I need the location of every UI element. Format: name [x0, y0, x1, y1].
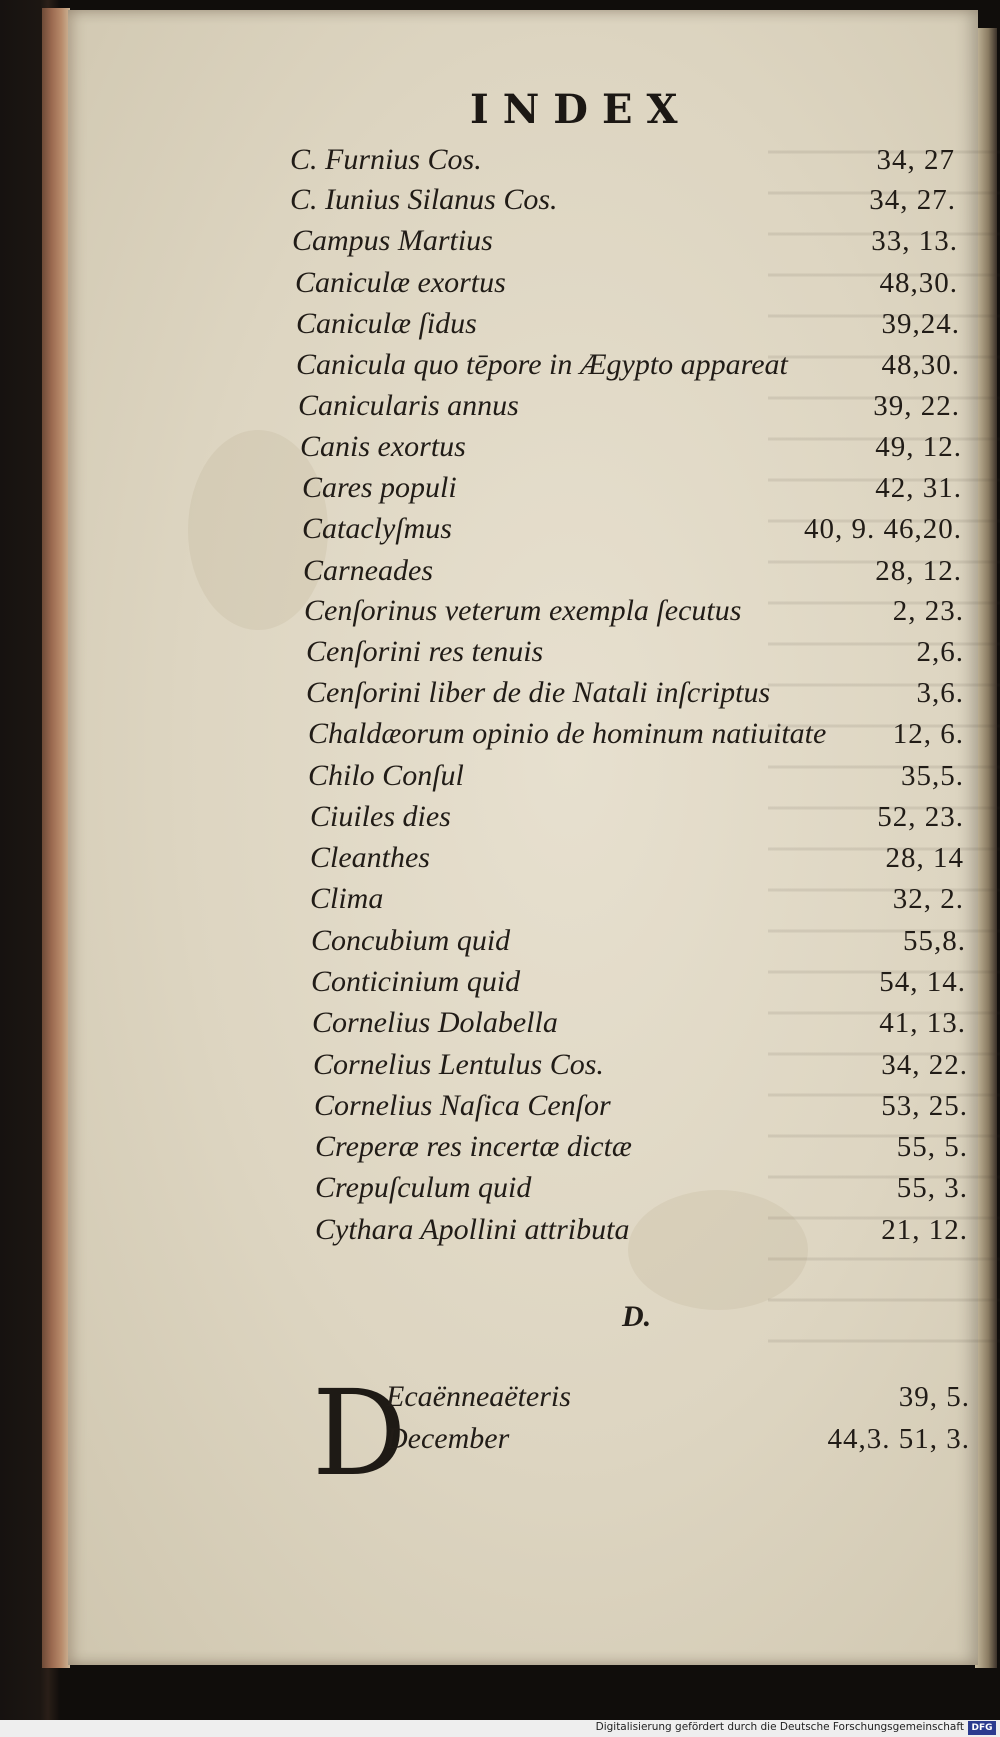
- index-entry: [0, 1378, 1000, 1418]
- index-reference: 35,5.: [901, 760, 964, 792]
- index-reference: 32, 2.: [892, 883, 964, 915]
- index-term: Cornelius Dolabella: [312, 1006, 558, 1039]
- index-reference: 40, 9. 46,20.: [804, 513, 962, 545]
- index-entry: [0, 469, 1000, 509]
- index-reference: 34, 22.: [881, 1049, 968, 1081]
- index-term: Cares populi: [302, 471, 457, 504]
- index-reference: 48,30.: [879, 267, 958, 299]
- index-term: C. Furnius Cos.: [290, 143, 482, 176]
- index-term: December: [386, 1422, 510, 1455]
- index-term: Chaldæorum opinio de hominum natiuitate: [308, 717, 827, 750]
- index-term: Cornelius Lentulus Cos.: [313, 1048, 604, 1081]
- index-term: Crepuſculum quid: [315, 1171, 532, 1204]
- index-reference: 28, 12.: [875, 555, 962, 587]
- index-reference: 2, 23.: [892, 595, 964, 627]
- index-entry: [0, 963, 1000, 1003]
- index-entry: [0, 141, 1000, 181]
- index-reference: 21, 12.: [881, 1214, 968, 1246]
- index-reference: 39, 5.: [898, 1381, 970, 1413]
- index-reference: 28, 14: [885, 842, 964, 874]
- index-term: Concubium quid: [311, 924, 511, 957]
- index-entry: [0, 264, 1000, 304]
- index-term: Clima: [310, 882, 384, 915]
- index-term: Cenſorinus veterum exempla ſecutus: [304, 594, 742, 627]
- index-term: Canicula quo tēpore in Ægypto appareat: [296, 348, 788, 381]
- index-reference: 41, 13.: [879, 1007, 966, 1039]
- index-reference: 52, 23.: [877, 801, 964, 833]
- index-reference: 53, 25.: [881, 1090, 968, 1122]
- index-entry: [0, 633, 1000, 673]
- index-entry: [0, 1420, 1000, 1460]
- index-term: Carneades: [303, 554, 433, 587]
- index-entry: [0, 757, 1000, 797]
- index-term: Cenſorini liber de die Natali inſcriptus: [306, 676, 771, 709]
- index-reference: 2,6.: [916, 636, 964, 668]
- index-entry: [0, 552, 1000, 592]
- index-entry: [0, 1087, 1000, 1127]
- index-term: Conticinium quid: [311, 965, 521, 998]
- index-entry: [0, 1169, 1000, 1209]
- index-entry: [0, 1211, 1000, 1251]
- index-reference: 49, 12.: [875, 431, 962, 463]
- index-reference: 48,30.: [881, 349, 960, 381]
- index-entry: [0, 387, 1000, 427]
- index-reference: 34, 27.: [869, 184, 956, 216]
- index-entry: [0, 592, 1000, 632]
- index-entry: [0, 798, 1000, 838]
- index-reference: 54, 14.: [879, 966, 966, 998]
- index-term: Canis exortus: [300, 430, 466, 463]
- index-entry: [0, 880, 1000, 920]
- index-reference: 55, 5.: [896, 1131, 968, 1163]
- index-term: Cleanthes: [310, 841, 430, 874]
- index-entry: [0, 1128, 1000, 1168]
- index-term: Caniculæ exortus: [295, 266, 506, 299]
- index-term: Campus Martius: [292, 224, 493, 257]
- index-entry: [0, 222, 1000, 262]
- index-reference: 44,3. 51, 3.: [827, 1423, 970, 1455]
- index-term: C. Iunius Silanus Cos.: [290, 183, 558, 216]
- digitization-footer: [0, 1720, 1000, 1737]
- index-entry: [0, 1004, 1000, 1044]
- index-reference: 55,8.: [903, 925, 966, 957]
- section-heading-d: D.: [622, 1300, 652, 1333]
- index-entry: [0, 1046, 1000, 1086]
- index-reference: 39,24.: [881, 308, 960, 340]
- index-reference: 12, 6.: [892, 718, 964, 750]
- index-entry: [0, 181, 1000, 221]
- footer-credit: Digitalisierung gefördert durch die Deutsche Forschungsgemeinschaft: [595, 1721, 964, 1733]
- index-term: Cythara Apollini attributa: [315, 1213, 630, 1246]
- index-entry: [0, 305, 1000, 345]
- index-term: Caniculæ ſidus: [296, 307, 477, 340]
- drop-cap-letter: D: [312, 1364, 407, 1502]
- index-term: Cataclyſmus: [302, 512, 452, 545]
- index-term: Ecaënneaëteris: [386, 1380, 571, 1413]
- index-reference: 33, 13.: [871, 225, 958, 257]
- index-entry: [0, 715, 1000, 755]
- index-entry: [0, 510, 1000, 550]
- index-term: Creperæ res incertæ dictæ: [315, 1130, 632, 1163]
- index-term: Ciuiles dies: [310, 800, 451, 833]
- index-term: Chilo Conſul: [308, 759, 464, 792]
- index-entry: [0, 428, 1000, 468]
- index-term: Cornelius Naſica Cenſor: [314, 1089, 611, 1122]
- index-entry: [0, 922, 1000, 962]
- index-reference: 3,6.: [916, 677, 964, 709]
- index-reference: 39, 22.: [873, 390, 960, 422]
- index-term: Canicularis annus: [298, 389, 519, 422]
- index-reference: 34, 27: [876, 144, 955, 176]
- index-entry: [0, 674, 1000, 714]
- page-title: INDEX: [470, 86, 692, 133]
- dfg-logo: DFG: [968, 1721, 996, 1735]
- index-reference: 55, 3.: [896, 1172, 968, 1204]
- index-entry: [0, 346, 1000, 386]
- index-entry: [0, 839, 1000, 879]
- index-reference: 42, 31.: [875, 472, 962, 504]
- index-term: Cenſorini res tenuis: [306, 635, 544, 668]
